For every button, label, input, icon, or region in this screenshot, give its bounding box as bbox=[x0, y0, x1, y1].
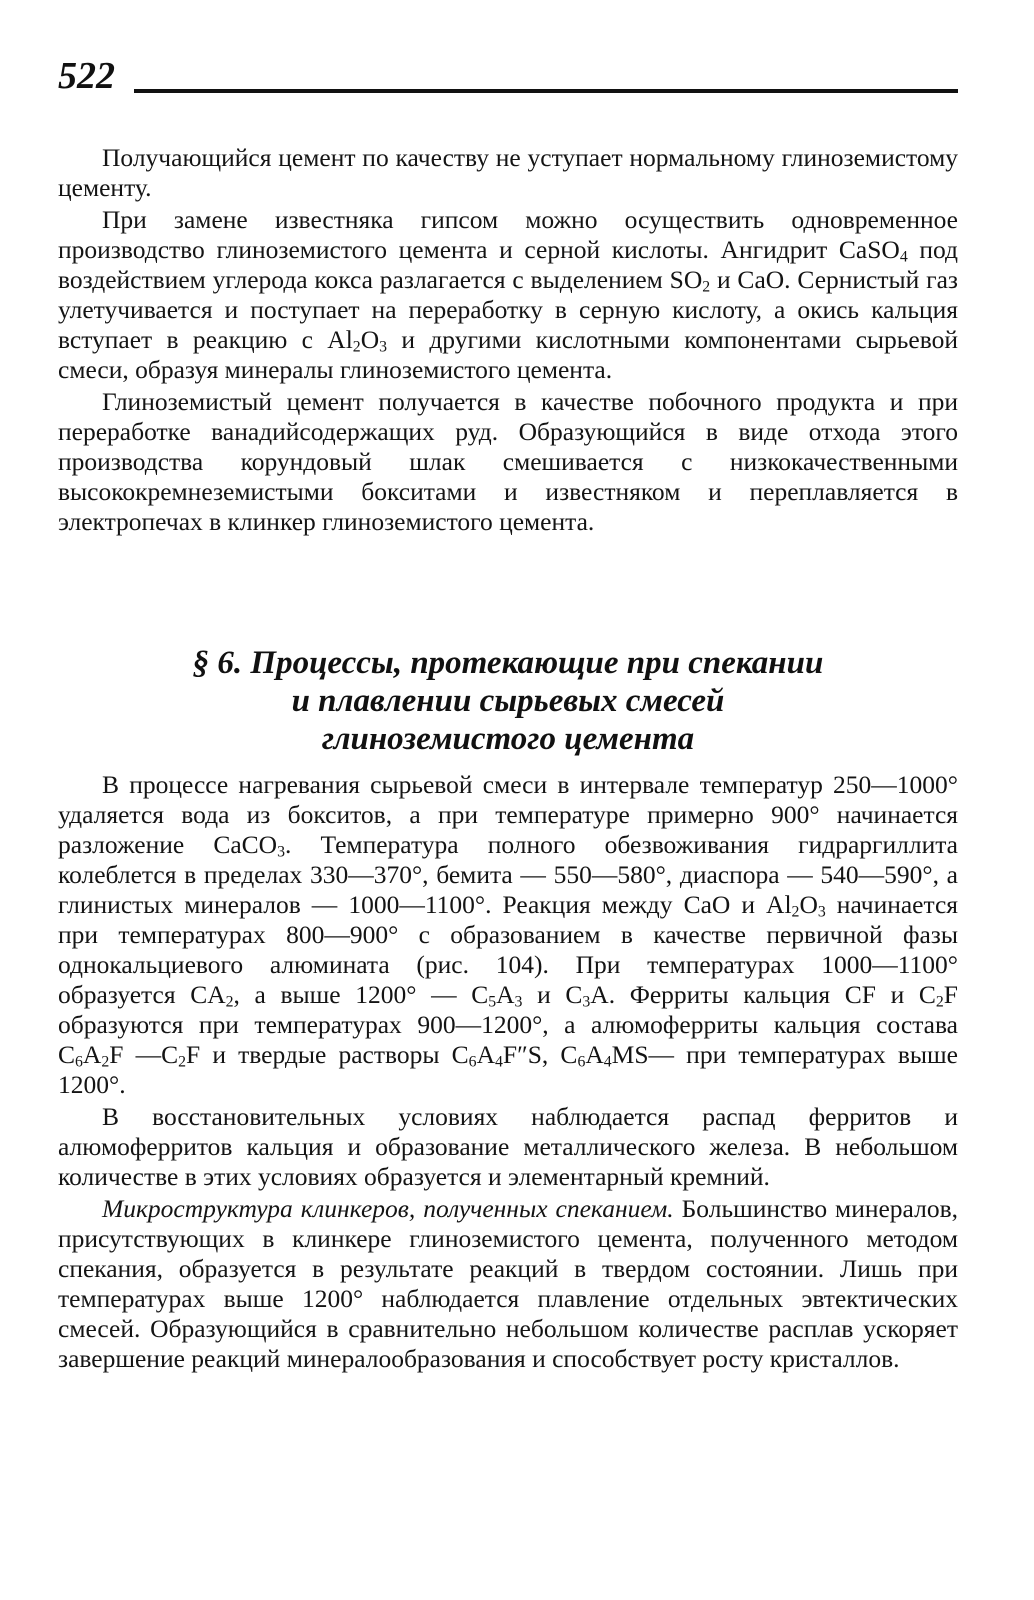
paragraph bbox=[58, 205, 958, 385]
text-run: , а выше 1200° — C bbox=[233, 980, 489, 1009]
text-run: под воздействием углерода кокса разлагается с выделением SO bbox=[58, 235, 958, 294]
text-run: F и твердые растворы C bbox=[186, 1040, 469, 1069]
text-run: A. Ферриты кальция CF и C bbox=[590, 980, 936, 1009]
text-block-bottom bbox=[58, 770, 958, 1374]
subscript: 6 bbox=[577, 1053, 586, 1071]
text-run: A bbox=[585, 1040, 604, 1069]
text-run: В процессе нагревания сырьевой смеси в интервале температур 250—1000° удаляется вода из бокситов, а при температуре примерно 900° начинается разложение CaCO bbox=[58, 770, 958, 859]
text-run: A bbox=[496, 980, 515, 1009]
subscript: 4 bbox=[603, 1053, 612, 1071]
subscript: 3 bbox=[277, 843, 285, 861]
subscript: 6 bbox=[468, 1053, 477, 1071]
text-run: A bbox=[82, 1040, 102, 1069]
paragraph bbox=[58, 1102, 958, 1192]
text-run: В восстановительных условиях наблюдается распад ферритов и алюмоферритов кальция и образование металлического железа. В небольшом количестве в этих условиях образуется и элементарный кремний. bbox=[58, 1102, 958, 1191]
text-run: и CaO. Сернистый газ улетучивается и поступает на переработку в серную кислоту, а окись кальция вступает в реакцию с Al bbox=[58, 265, 958, 354]
text-run: F —C bbox=[109, 1040, 179, 1069]
paragraph bbox=[58, 770, 958, 1100]
subscript: 6 bbox=[75, 1053, 83, 1071]
text-run: O bbox=[799, 890, 818, 919]
paragraph bbox=[58, 1194, 958, 1374]
text-run: При замене известняка гипсом можно осуществить одновременное производство глиноземистого цемента и серной кислоты. Ангидрит CaSO bbox=[58, 205, 958, 264]
text-run: Большинство минералов, присутствующих в клинкере глиноземистого цемента, полученного методом спекания, образуется в результате реакций в твердом состоянии. Лишь при температурах выше 1200° наблюдается плавление отдельных эвтектических смесей. Образующийся в сравнительно небольшом количестве расплав ускоряет завершение реакций минералообразования и способствует росту кристаллов. bbox=[58, 1194, 958, 1373]
text-run: и C bbox=[522, 980, 583, 1009]
paragraph bbox=[58, 387, 958, 537]
heading-line: § 6. Процессы, протекающие при спекании bbox=[192, 645, 824, 681]
section-heading bbox=[58, 644, 958, 758]
text-run: A bbox=[476, 1040, 495, 1069]
subscript: 2 bbox=[101, 1053, 110, 1071]
text-run: Получающийся цемент по качеству не уступает нормальному глиноземистому цементу. bbox=[58, 143, 958, 202]
page-number: 522 bbox=[58, 55, 115, 97]
subscript: 4 bbox=[899, 248, 908, 266]
subscript: 2 bbox=[791, 903, 800, 921]
text-block-top bbox=[58, 143, 958, 537]
heading-line: глиноземистого цемента bbox=[321, 721, 695, 757]
text-run: . Температура полного обезвоживания гидраргиллита колеблется в пределах 330—370°, бемита — 550—580°, диаспора — 540—590°, а глинистых минералов — 1000—1100°. Реакция между CaO и Al bbox=[58, 830, 958, 919]
text-run: F образуются при температурах 900—1200°, а алюмоферриты кальция состава C bbox=[58, 980, 958, 1069]
subscript: 2 bbox=[225, 993, 234, 1011]
text-run: F″S, C bbox=[502, 1040, 578, 1069]
subscript: 3 bbox=[514, 993, 523, 1011]
subscript: 2 bbox=[702, 278, 711, 296]
subscript: 3 bbox=[817, 903, 826, 921]
text-run: O bbox=[360, 325, 380, 354]
header-rule bbox=[134, 89, 958, 93]
text-run: начинается при температурах 800—900° с образованием в качестве первичной фазы однокальциевого алюмината (рис. 104). При температурах 1000—1100° образуется CA bbox=[58, 890, 959, 1009]
subscript: 2 bbox=[352, 338, 361, 356]
subscript: 3 bbox=[379, 338, 388, 356]
subscript: 3 bbox=[582, 993, 591, 1011]
text-run: Глиноземистый цемент получается в качестве побочного продукта и при переработке ванадийсодержащих руд. Образующийся в виде отхода этого производства корундовый шлак смешивается с низкокачественными высококремнеземистыми бокситами и известняком и переплавляется в электропечах в клинкер глиноземистого цемента. bbox=[58, 387, 958, 536]
text-run: и другими кислотными компонентами сырьевой смеси, образуя минералы глиноземистого цемента. bbox=[58, 325, 959, 384]
page-header bbox=[58, 56, 958, 100]
subscript: 2 bbox=[178, 1053, 186, 1071]
subscript: 2 bbox=[935, 993, 944, 1011]
run-in-heading: Микроструктура клинкеров, полученных спеканием. bbox=[102, 1194, 674, 1223]
text-run: MS— при температурах выше 1200°. bbox=[58, 1040, 958, 1099]
subscript: 4 bbox=[495, 1053, 503, 1071]
paragraph bbox=[58, 143, 958, 203]
heading-line: и плавлении сырьевых смесей bbox=[291, 683, 725, 719]
subscript: 5 bbox=[488, 993, 497, 1011]
